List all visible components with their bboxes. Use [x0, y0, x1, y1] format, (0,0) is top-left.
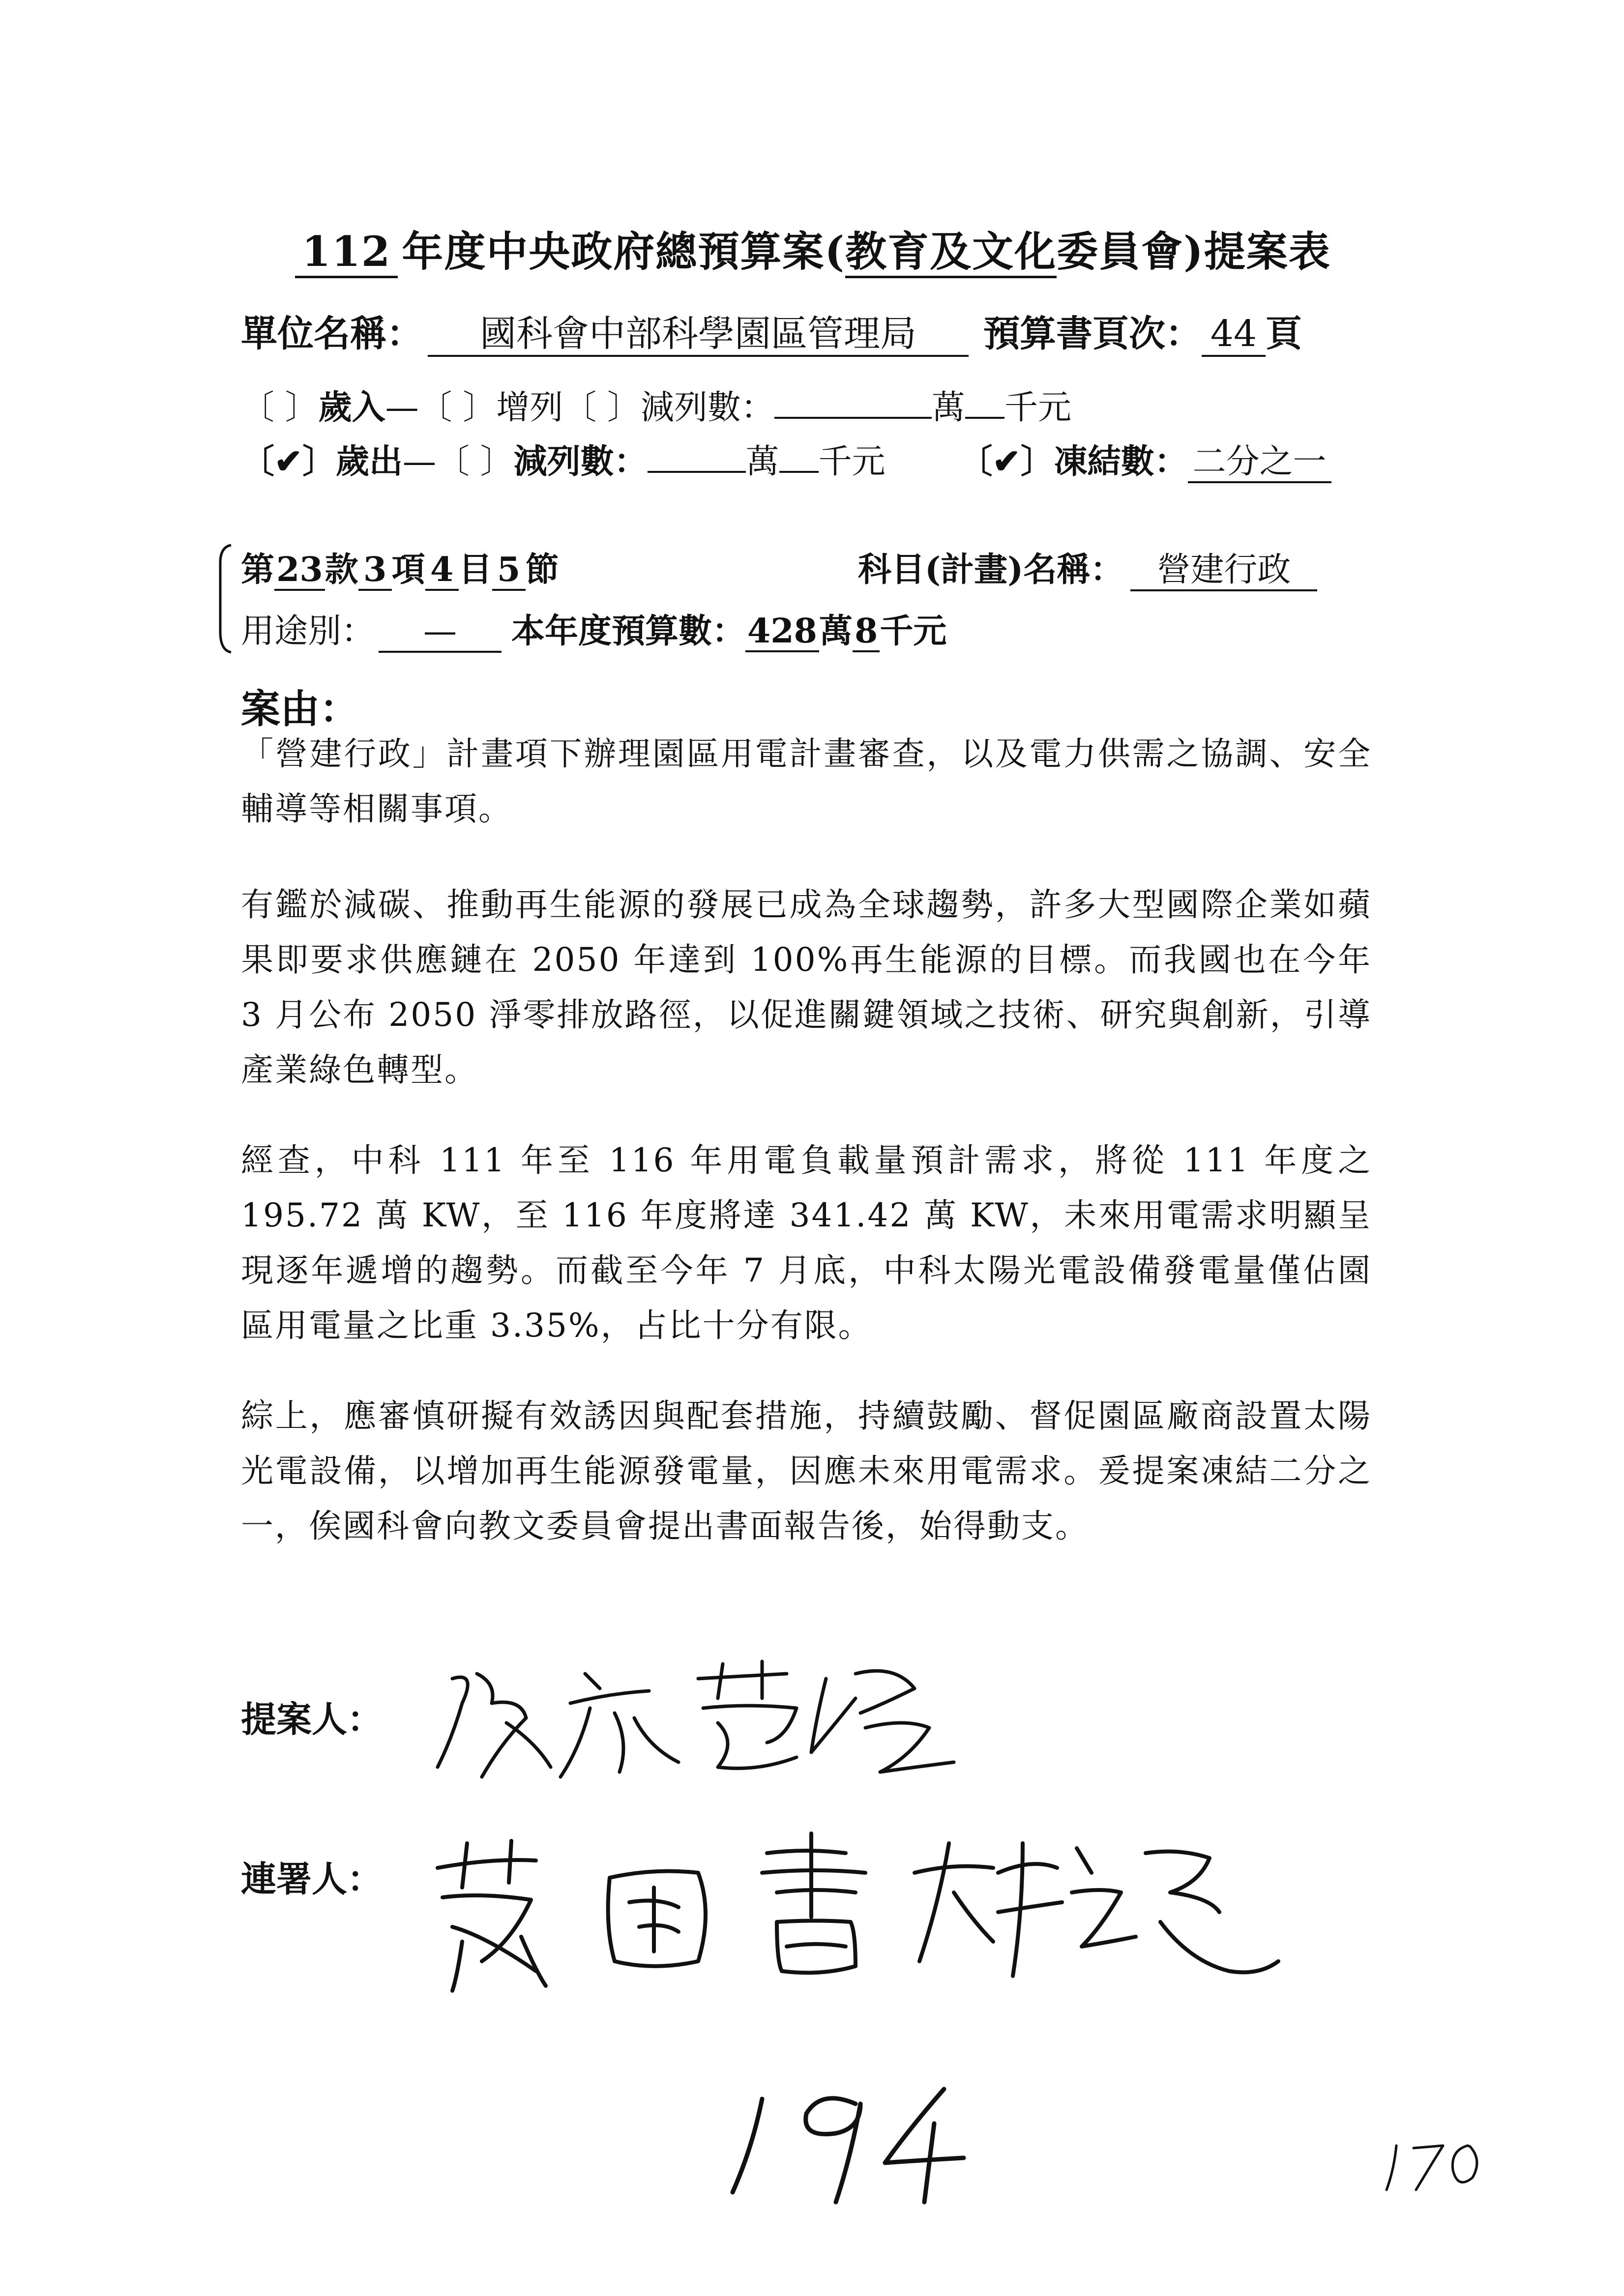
xiang-label: 項 [391, 550, 425, 589]
decrease-qian-blank [965, 389, 1004, 419]
form-title [295, 219, 1331, 278]
freeze-checkbox: 〔✔〕 [959, 442, 1054, 481]
kuan-number: 23 [274, 551, 325, 591]
kuan-label: 款 [325, 550, 358, 589]
revenue-dash: — [385, 388, 419, 427]
budget-qian-value: 8 [853, 612, 880, 652]
unit-label: 單位名稱： [241, 313, 423, 355]
budget-wan-value: 428 [745, 612, 819, 652]
title-committee: 教育及文化 [845, 227, 1057, 278]
proposer-label: 提案人： [241, 1698, 383, 1740]
reason-paragraph-4: 綜上，應審慎研擬有效誘因與配套措施，持續鼓勵、督促園區廠商設置太陽光電設備，以增加再生能源發電量，因應未來用電需求。爰提案凍結二分之一，俟國科會向教文委員會提出書面報告後，始得動支。 [241, 1397, 1372, 1545]
reason-paragraph-2: 有鑑於減碳、推動再生能源的發展已成為全球趨勢，許多大型國際企業如蘋果即要求供應鏈在 2050 年達到 100%再生能源的目標。而我國也在今年 3 月公布 2050 淨零排放路徑，以促進關鍵領域之技術、研究與創新，引導產業綠色轉型。 [241, 886, 1372, 1089]
page-number-field: 44 [1202, 313, 1266, 357]
increase-label: 增列 [496, 388, 563, 427]
jie-label: 節 [525, 550, 559, 589]
title-year: 112 [295, 227, 398, 278]
revenue-row [241, 381, 1071, 429]
reason-paragraph-1: 「營建行政」計畫項下辦理園區用電計畫審查，以及電力供需之協調、安全輔導等相關事項。 [241, 735, 1372, 828]
revenue-checkbox: 〔 〕 [241, 388, 319, 427]
cosigner-signatures [423, 1814, 1288, 2001]
unit-row [241, 305, 1302, 357]
increase-checkbox: 〔 〕 [418, 388, 497, 427]
title-text-pre: 年度中央政府總預算案( [402, 227, 846, 276]
exp-decrease-label: 減列數： [513, 442, 648, 481]
reason-paragraph-3: 經查，中科 111 年至 116 年用電負載量預計需求，將從 111 年度之 195.72 萬 KW，至 116 年度將達 341.42 萬 KW，未來用電需求明顯呈現逐年遞增的趨勢。而截至今年 7 月底，中科太陽光電設備發電量僅佔園區用電量之比重 3.35%，占比十分有限。 [241, 1141, 1372, 1344]
subject-value: 營建行政 [1130, 551, 1317, 591]
subject-label: 科目(計畫)名稱： [858, 550, 1124, 589]
mu-number: 4 [425, 551, 459, 591]
jie-number: 5 [492, 551, 526, 591]
budget-label: 本年度預算數： [511, 611, 746, 651]
handwritten-page-number [713, 2060, 978, 2207]
section-row [241, 543, 559, 591]
exp-decrease-checkbox: 〔 〕 [436, 442, 514, 481]
decrease-label: 減列數： [640, 388, 774, 427]
use-label: 用途別： [241, 612, 375, 651]
xiang-number: 3 [358, 551, 392, 591]
decrease-checkbox: 〔 〕 [563, 388, 641, 427]
budget-qian-unit: 千元 [880, 611, 947, 651]
freeze-value: 二分之一 [1188, 443, 1331, 483]
reason-heading: 案由： [241, 686, 359, 732]
exp-decrease-wan-blank [648, 443, 746, 473]
expenditure-dash: — [403, 442, 436, 481]
expenditure-label: 歲出 [335, 442, 403, 481]
printed-page-number [1377, 2131, 1490, 2195]
qian-unit: 千元 [1004, 388, 1071, 427]
wan-unit: 萬 [931, 388, 965, 427]
expenditure-row [241, 435, 1331, 483]
revenue-label: 歲入 [318, 388, 385, 427]
exp-qian-unit: 千元 [818, 442, 886, 481]
budget-wan-unit: 萬 [819, 611, 853, 651]
title-text-post: 委員會)提案表 [1057, 227, 1331, 276]
freeze-label: 凍結數： [1054, 442, 1188, 481]
decrease-wan-blank [774, 389, 932, 419]
exp-wan-unit: 萬 [745, 442, 779, 481]
page-label: 預算書頁次： [983, 313, 1202, 355]
mu-label: 目 [458, 550, 492, 589]
use-row [241, 605, 946, 653]
exp-decrease-qian-blank [779, 443, 819, 473]
expenditure-checkbox: 〔✔〕 [241, 442, 336, 481]
page-unit: 頁 [1266, 313, 1302, 355]
section-brace [215, 543, 232, 654]
proposer-signature [423, 1644, 1013, 1792]
cosigner-label: 連署人： [241, 1858, 383, 1900]
use-value: — [379, 612, 502, 653]
subject-row [858, 543, 1317, 591]
section-di: 第 [241, 550, 275, 589]
unit-name-field: 國科會中部科學園區管理局 [428, 313, 969, 357]
